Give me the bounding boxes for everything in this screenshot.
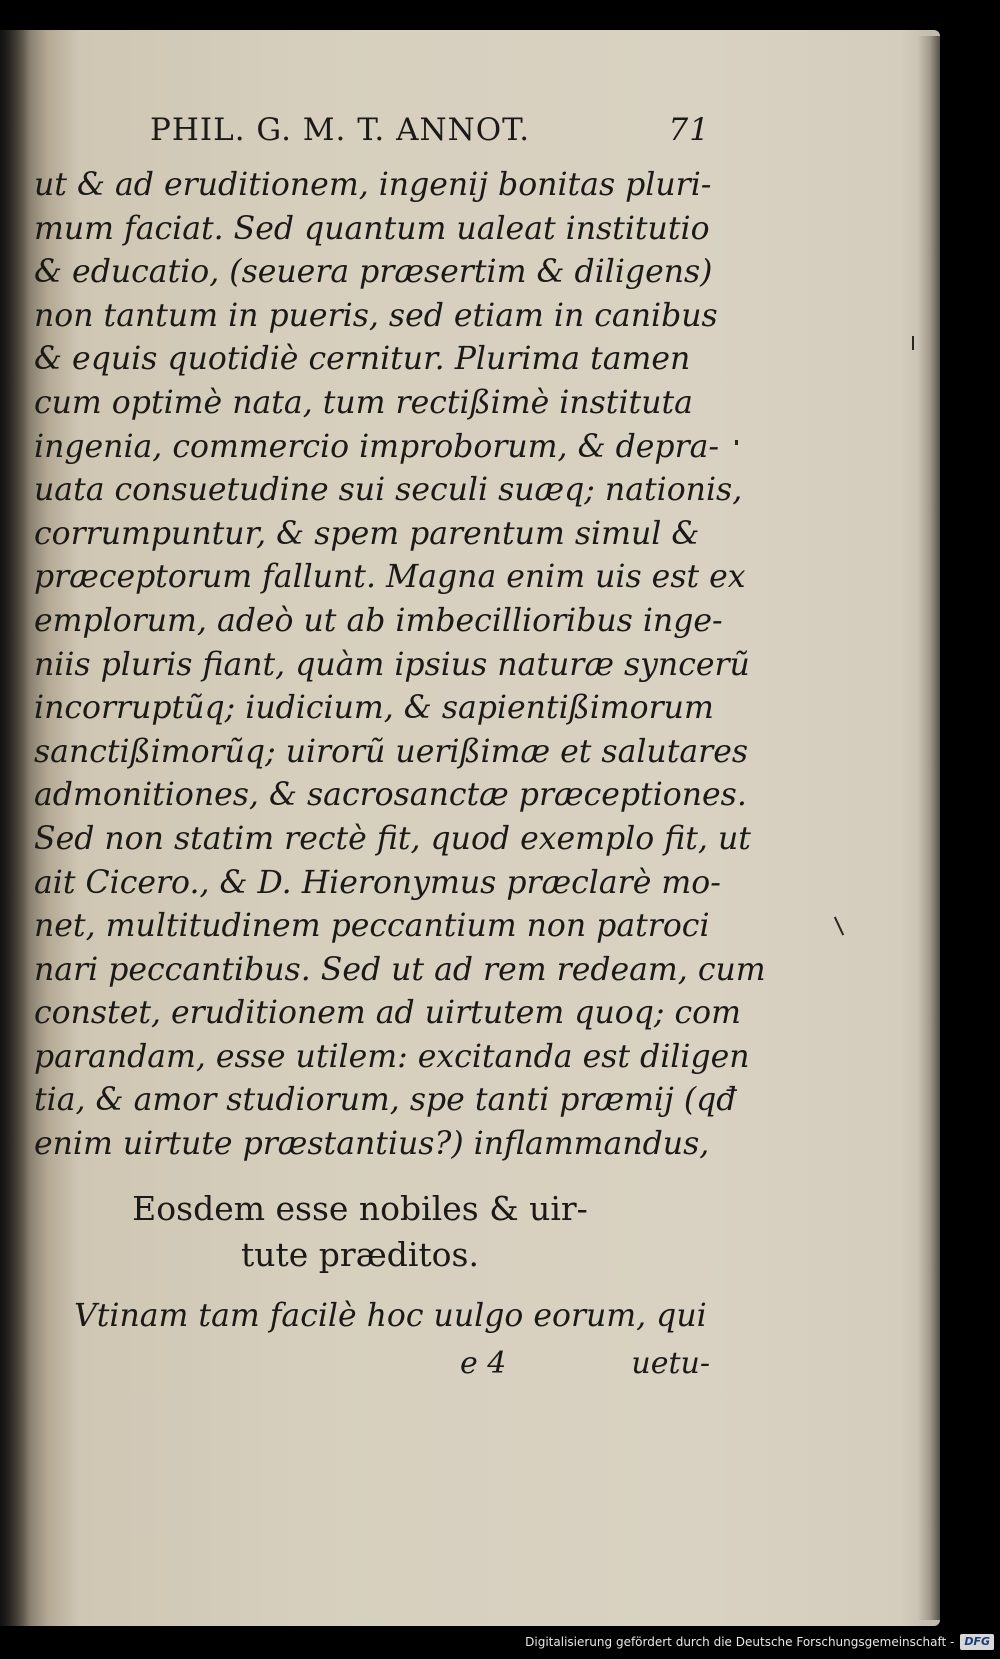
text-line: incorruptũq; iudicium, & sapientißimorum: [34, 690, 714, 727]
credit-text: Digitalisierung gefördert durch die Deutsche Forschungsgemeinschaft -: [525, 1635, 955, 1649]
ink-speck: [735, 440, 738, 445]
page-number: 71: [668, 112, 710, 148]
text-line: Sed non statim rectè fit, quod exemplo fit, ut: [34, 820, 751, 857]
text-line: ingenia, commercio improborum, & depra-: [34, 428, 720, 465]
body-text: [34, 164, 766, 1167]
text-line: ait Cicero., & D. Hieronymus præclarè mo-: [34, 864, 721, 901]
text-line: admonitiones, & sacrosanctæ præceptiones.: [34, 777, 747, 814]
page-edge: [918, 36, 940, 1620]
text-line: tia, & amor studiorum, spe tanti præmij (qđ: [34, 1082, 737, 1119]
text-line: enim uirtute præstantius?) inflammandus,: [34, 1126, 710, 1163]
section-heading-line: tute præditos.: [241, 1235, 479, 1274]
running-head: [150, 112, 710, 158]
section-heading: [100, 1186, 620, 1278]
text-line: uata consuetudine sui seculi suæq; nationis,: [34, 472, 743, 509]
gutter-shadow: [0, 30, 30, 1626]
text-line: cum optimè nata, tum rectißimè instituta: [34, 384, 693, 421]
dfg-logo: DFG: [960, 1634, 994, 1650]
text-line: parandam, esse utilem: excitanda est diligen: [34, 1038, 750, 1075]
running-head-title: PHIL. G. M. T. ANNOT.: [150, 112, 531, 148]
text-line: & equis quotidiè cernitur. Plurima tamen: [34, 341, 691, 378]
catchword: uetu-: [631, 1346, 710, 1381]
signature-mark: e 4: [460, 1346, 507, 1381]
text-line: nari peccantibus. Sed ut ad rem redeam, cum: [34, 951, 766, 988]
section-heading-line: Eosdem esse nobiles & uir-: [132, 1189, 588, 1228]
text-line: sanctißimorũq; uirorũ uerißimæ et salutares: [34, 733, 749, 770]
digitization-credit: [525, 1631, 994, 1653]
closing-text-line: Vtinam tam facilè hoc uulgo eorum, qui: [74, 1298, 707, 1334]
text-line: niis pluris fiant, quàm ipsius naturæ syncerũ: [34, 646, 750, 683]
text-line: mum faciat. Sed quantum ualeat institutio: [34, 210, 710, 247]
text-line: net, multitudinem peccantium non patroci: [34, 908, 710, 945]
text-line: constet, eruditionem ad uirtutem quoq; com: [34, 995, 741, 1032]
text-line: & educatio, (seuera præsertim & diligens): [34, 254, 713, 291]
text-line: corrumpuntur, & spem parentum simul &: [34, 515, 700, 552]
ink-speck: [912, 336, 914, 350]
text-line: ut & ad eruditionem, ingenij bonitas pluri-: [34, 167, 712, 203]
text-line: præceptorum fallunt. Magna enim uis est ex: [34, 559, 746, 596]
text-line: emplorum, adeò ut ab imbecillioribus inge-: [34, 602, 723, 639]
text-line: non tantum in pueris, sed etiam in canibus: [34, 297, 718, 334]
